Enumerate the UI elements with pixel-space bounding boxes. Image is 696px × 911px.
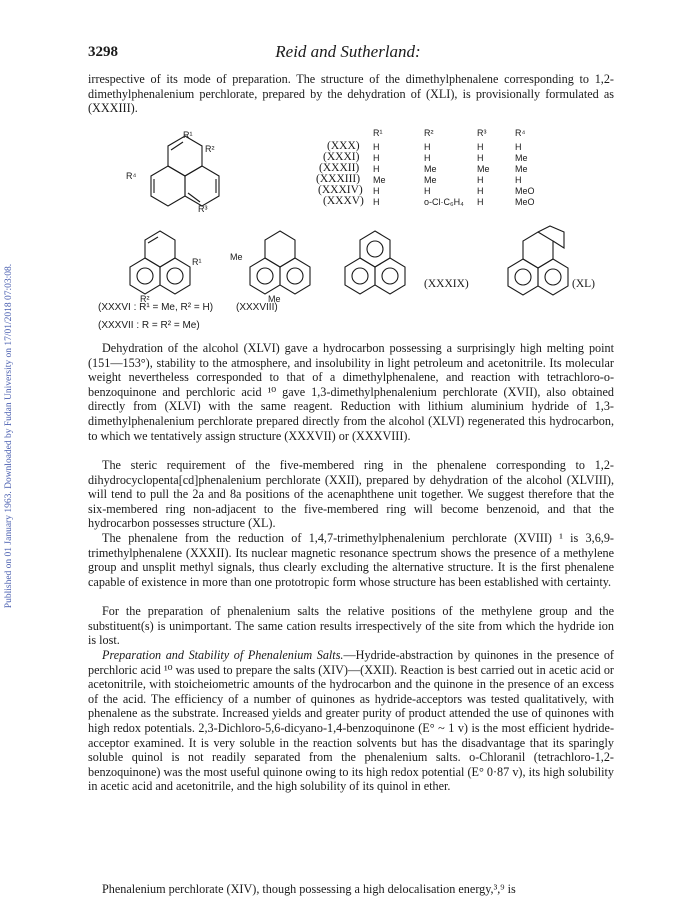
- r1-label: R¹: [183, 130, 193, 140]
- compound-label: (XXXIII): [316, 173, 361, 185]
- paragraph-dehydration: Dehydration of the alcohol (XLVI) gave a hydrocarbon possessing a surprisingly high melting point (151—153°), stability to the atmosphere, and insolubility in light petroleum and acetonitrile. Its molecular weight nevertheless corresponded to that of a dimethylphenalene, and reaction with tetrachloro-o-benzoquinone and perchloric acid ¹⁰ gave 1,3-dimethylphenalenium perchlorate (XVII), also obtained directly from (XLVI) with the same reagent. Reduction with lithium aluminium hydride of 1,3-dimethylphenalenium perchlorate prepared directly from the alcohol (XLVI) regenerated this hydrocarbon, to which we tentatively assign structure (XXXVII) or (XXXVIII).: [88, 341, 614, 443]
- table-cell: H: [515, 142, 522, 152]
- xxxviii-me-label: Me: [268, 294, 281, 304]
- last-line: Phenalenium perchlorate (XIV), though possessing a high delocalisation energy,³,⁹ is: [102, 882, 516, 896]
- r2-label: R²: [205, 144, 215, 154]
- section-heading: Preparation and Stability of Phenalenium Salts.: [102, 648, 344, 662]
- download-notice: Published on 01 January 1963. Downloaded by Fudan University on 17/01/2018 07:03:08.: [4, 263, 14, 609]
- caption-xl: (XL): [572, 278, 595, 290]
- running-title: Reid and Sutherland:: [275, 42, 421, 61]
- table-cell: H: [373, 142, 380, 152]
- section-body: —Hydride-abstraction by quinones in the presence of perchloric acid ¹⁰ was used to prepare the salts (XIV)—(XXII). Reaction is best carried out in acetic acid or acetonitrile, with stoicheiometric amounts of the hydrocarbon and the quinone in the presence of an excess of the acid. The efficiency of a number of quinones as hydride-acceptors was tested qualitatively, with phenalene as the substrate. Increased yields and greater purity of product attended the use of quinones with high redox potentials. 2,3-Dichloro-5,6-dicyano-1,4-benzoquinone (E° ~ 1 v) is the most efficient hydride-acceptor examined. It is very soluble in the reaction solvents but has the disadvantage that its sparingly soluble quinol is not readily separated from the phenalenium salts. o-Chloranil (tetrachloro-1,2-benzoquinone) was the most useful quinone owing to its high redox potential (E° 0·87 v), its high solubility in acetic acid and acetonitrile, and the high solubility of its quinol in ether.: [88, 648, 614, 794]
- table-header-r3: R³: [477, 128, 487, 138]
- table-cell: MeO: [515, 186, 535, 196]
- paragraph-steric: The steric requirement of the five-membered ring in the phenalene corresponding to 1,2-dihydrocyclopenta[cd]phenalenium perchlorate (XXII), prepared by dehydration of the alcohol (XLVIII), will tend to pull the 2a and 8a positions of the acenaphthene unit together. We suggest therefore that the six-membered ring non-adjacent to the five-membered ring will become benzenoid, and that the hydrocarbon possesses structure (XL).: [88, 458, 614, 531]
- structure-xxxviii: [238, 228, 322, 298]
- caption-xxxviii: (XXXVIII): [236, 302, 278, 313]
- table-cell: H: [477, 142, 484, 152]
- caption-xxxvi: (XXXVI : R¹ = Me, R² = H): [98, 302, 214, 313]
- table-cell: H: [424, 142, 431, 152]
- table-cell: MeO: [515, 197, 535, 207]
- table-header-r4: R⁴: [515, 128, 526, 138]
- table-cell: H: [373, 153, 380, 163]
- table-header-r1: R¹: [373, 128, 383, 138]
- page-number: 3298: [88, 44, 118, 60]
- xxxviii-me-label: Me: [230, 252, 243, 262]
- table-cell: H: [477, 153, 484, 163]
- table-cell: Me: [424, 175, 437, 185]
- table-cell: H: [373, 197, 380, 207]
- table-cell: H: [477, 197, 484, 207]
- section-paragraph: [88, 648, 614, 794]
- compound-label: (XXX): [327, 140, 360, 152]
- table-cell: Me: [477, 164, 490, 174]
- table-cell: o-Cl·C₆H₄: [424, 197, 464, 207]
- compound-label: (XXXI): [323, 151, 360, 163]
- table-cell: H: [477, 186, 484, 196]
- table-cell: Me: [515, 153, 528, 163]
- table-cell: H: [515, 175, 522, 185]
- table-cell: H: [373, 164, 380, 174]
- compound-label: (XXXIV): [318, 184, 363, 196]
- structure-xxxvi: [118, 228, 202, 298]
- table-cell: Me: [373, 175, 386, 185]
- phenalene-general-structure: [140, 128, 230, 220]
- table-header-r2: R²: [424, 128, 434, 138]
- paragraph-preparation: For the preparation of phenalenium salts the relative positions of the methylene group and the substituent(s) is unimportant. The same cation results irrespectively of the site from which the hydride ion is lost.: [88, 604, 614, 648]
- caption-xxxix: (XXXIX): [424, 278, 469, 290]
- structure-xl: [498, 224, 582, 298]
- compound-label: (XXXII): [319, 162, 360, 174]
- table-cell: H: [424, 186, 431, 196]
- xxxvi-r2-label: R²: [140, 294, 150, 304]
- structures-figure: [0, 118, 696, 348]
- table-cell: H: [424, 153, 431, 163]
- paragraph-trimethyl: The phenalene from the reduction of 1,4,7-trimethylphenalenium perchlorate (XVIII) ¹ is 3,6,9-trimethylphenalene (XXXII). Its nuclear magnetic resonance spectrum shows the presence of a methylene group and unsplit methyl signals, thus clearly excluding the alternative structure. It is the first phenalene capable of existence in more than one prototropic form whose structure has been established with certainty.: [88, 531, 614, 589]
- table-cell: Me: [515, 164, 528, 174]
- table-cell: Me: [424, 164, 437, 174]
- r3-label: R³: [198, 204, 208, 214]
- xxxvi-r1-label: R¹: [192, 257, 202, 267]
- caption-xxxvii: (XXXVII : R = R² = Me): [98, 320, 200, 331]
- r4-label: R⁴: [126, 171, 137, 181]
- structure-xxxix: [330, 228, 420, 298]
- intro-paragraph: irrespective of its mode of preparation. The structure of the dimethylphenalene corresponding to 1,2-dimethylphenalenium perchlorate, prepared by the dehydration of (XLI), is provisionally formulated as (XXXIII).: [88, 72, 614, 116]
- table-cell: H: [373, 186, 380, 196]
- compound-label: (XXXV): [323, 195, 364, 207]
- table-cell: H: [477, 175, 484, 185]
